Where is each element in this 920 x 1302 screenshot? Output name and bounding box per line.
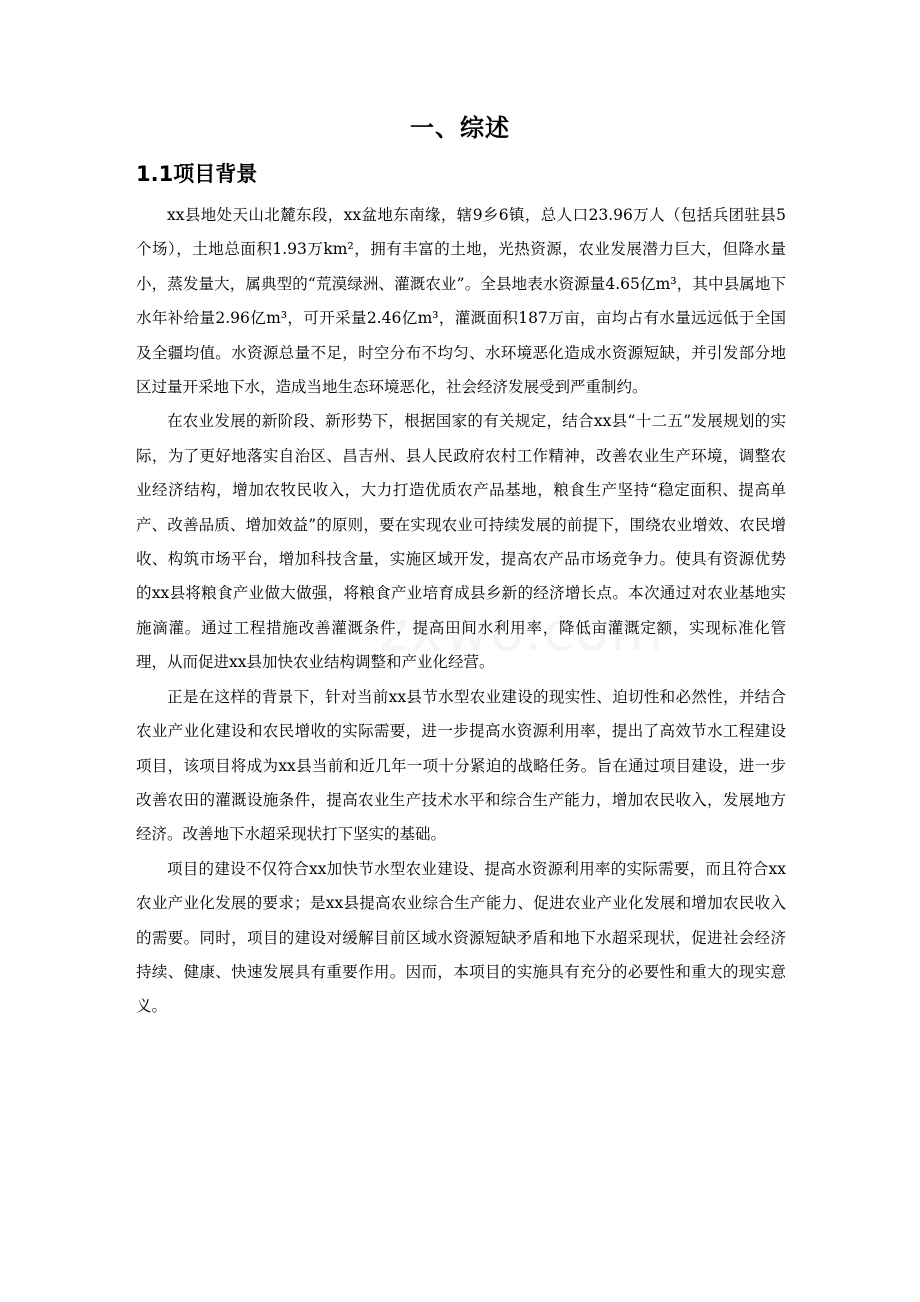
paragraph-policy-context: 在农业发展的新阶段、新形势下，根据国家的有关规定，结合xx县“十二五”发展规划的实际，为了更好地落实自治区、昌吉州、县人民政府农村工作精神，改善农业生产环境，调整农业经济结构，增加农牧民收入，大力打造优质农产品基地，粮食生产坚持“稳定面积、提高单产、改善品质、增加效益”的原则，要在实现农业可持续发展的前提下，围绕农业增效、农民增收、构筑市场平台，增加科技含量，实施区域开发，提高农产品市场竞争力。使具有资源优势的xx县将粮食产业做大做强，将粮食产业培育成县乡新的经济增长点。本次通过对农业基地实施滴灌。通过工程措施改善灌溉条件，提高田间水利用率，降低亩灌溉定额，实现标准化管理，从而促进xx县加快农业结构调整和产业化经营。 bbox=[136, 412, 786, 672]
section-title: 1.1项目背景 bbox=[136, 162, 258, 186]
body-text bbox=[136, 198, 786, 1024]
paragraph-project-significance: 项目的建设不仅符合xx加快节水型农业建设、提高水资源利用率的实际需要，而且符合xx农业产业化发展的要求；是xx县提高农业综合生产能力、促进农业产业化发展和增加农民收入的需要。同时，项目的建设对缓解目前区域水资源短缺矛盾和地下水超采现状，促进社会经济持续、健康、快速发展具有重要作用。因而，本项目的实施具有充分的必要性和重大的现实意义。 bbox=[136, 859, 786, 1016]
paragraph-background-overview: xx县地处天山北麓东段，xx盆地东南缘，辖9乡6镇，总人口23.96万人（包括兵团驻县5个场），土地总面积1.93万km²，拥有丰富的土地，光热资源，农业发展潜力巨大，但降水量小，蒸发量大，属典型的“荒漠绿洲、灌溉农业”。全县地表水资源量4.65亿m³，其中县属地下水年补给量2.96亿m³，可开采量2.46亿m³，灌溉面积187万亩，亩均占有水量远远低于全国及全疆均值。水资源总量不足，时空分布不均匀、水环境恶化造成水资源短缺，并引发部分地区过量开采地下水，造成当地生态环境恶化，社会经济发展受到严重制约。 bbox=[136, 206, 786, 397]
chapter-title: 一、综述 bbox=[410, 114, 510, 142]
paragraph-project-proposal: 正是在这样的背景下，针对当前xx县节水型农业建设的现实性、迫切性和必然性，并结合农业产业化建设和农民增收的实际需要，进一步提高水资源利用率，提出了高效节水工程建设项目，该项目将成为xx县当前和近几年一项十分紧迫的战略任务。旨在通过项目建设，进一步改善农田的灌溉设施条件，提高农业生产技术水平和综合生产能力，增加农民收入，发展地方经济。改善地下水超采现状打下坚实的基础。 bbox=[136, 687, 786, 844]
